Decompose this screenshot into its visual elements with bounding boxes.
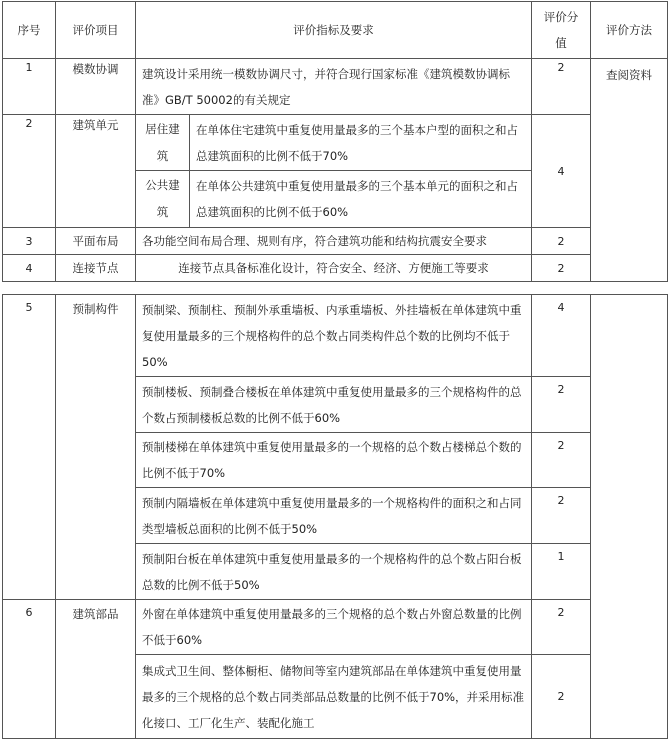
sub-label-public: 公共建筑 — [136, 171, 190, 228]
header-method: 评价方法 — [591, 2, 668, 59]
evaluation-table-upper — [2, 1, 668, 282]
row-criteria: 外窗在单体建筑中重复使用量最多的三个规格的总个数占外窗总数量的比例不低于60% — [136, 600, 532, 655]
row-score: 2 — [532, 377, 591, 433]
row-criteria: 预制阳台板在单体建筑中重复使用量最多的一个规格构件的总个数占阳台板总数的比例不低于50% — [136, 544, 532, 600]
row-item: 预制构件 — [56, 295, 136, 600]
table-row — [3, 59, 668, 115]
row-score: 2 — [532, 600, 591, 655]
table-row — [3, 228, 668, 255]
row-score: 2 — [532, 488, 591, 544]
header-score: 评价分值 — [532, 2, 591, 59]
row-score: 4 — [532, 295, 591, 377]
row-item: 建筑部品 — [56, 600, 136, 739]
row-criteria: 连接节点具备标准化设计，符合安全、经济、方便施工等要求 — [136, 255, 532, 282]
row-item: 建筑单元 — [56, 115, 136, 228]
row-seq: 1 — [3, 59, 56, 115]
table-row — [3, 600, 668, 655]
sub-label-residential: 居住建筑 — [136, 115, 190, 171]
row-criteria: 预制梁、预制柱、预制外承重墙板、内承重墙板、外挂墙板在单体建筑中重复使用量最多的三个规格构件的总个数占同类构件总个数的比例均不低于50% — [136, 295, 532, 377]
row-item: 连接节点 — [56, 255, 136, 282]
evaluation-method: 查阅资料 — [591, 59, 668, 282]
row-score: 2 — [532, 655, 591, 739]
table-row — [3, 295, 668, 377]
row-score: 2 — [532, 228, 591, 255]
row-score: 2 — [532, 255, 591, 282]
header-seq: 序号 — [3, 2, 56, 59]
row-score: 4 — [532, 115, 591, 228]
evaluation-table-lower — [2, 294, 668, 739]
row-seq: 6 — [3, 600, 56, 739]
row-criteria: 预制楼板、预制叠合楼板在单体建筑中重复使用量最多的三个规格构件的总个数占预制楼板总数的比例不低于60% — [136, 377, 532, 433]
row-seq: 3 — [3, 228, 56, 255]
table-row — [3, 115, 668, 171]
row-item: 平面布局 — [56, 228, 136, 255]
header-item: 评价项目 — [56, 2, 136, 59]
row-criteria: 建筑设计采用统一模数协调尺寸，并符合现行国家标准《建筑模数协调标准》GB/T 50002的有关规定 — [136, 59, 532, 115]
row-criteria: 集成式卫生间、整体橱柜、储物间等室内建筑部品在单体建筑中重复使用量最多的三个规格的总个数占同类部品总数量的比例不低于70%，并采用标准化接口、工厂化生产、装配化施工 — [136, 655, 532, 739]
sub-criteria-public: 在单体公共建筑中重复使用量最多的三个基本单元的面积之和占总建筑面积的比例不低于60% — [190, 171, 532, 228]
sub-criteria-residential: 在单体住宅建筑中重复使用量最多的三个基本户型的面积之和占总建筑面积的比例不低于70% — [190, 115, 532, 171]
row-item: 模数协调 — [56, 59, 136, 115]
method-cell-empty — [591, 295, 668, 739]
row-seq: 4 — [3, 255, 56, 282]
row-score: 1 — [532, 544, 591, 600]
row-seq: 2 — [3, 115, 56, 228]
row-criteria: 各功能空间布局合理、规则有序，符合建筑功能和结构抗震安全要求 — [136, 228, 532, 255]
row-criteria: 预制内隔墙板在单体建筑中重复使用量最多的一个规格构件的面积之和占同类型墙板总面积的比例不低于50% — [136, 488, 532, 544]
table-row — [3, 255, 668, 282]
row-score: 2 — [532, 59, 591, 115]
row-score: 2 — [532, 433, 591, 488]
header-criteria: 评价指标及要求 — [136, 2, 532, 59]
row-seq: 5 — [3, 295, 56, 600]
row-criteria: 预制楼梯在单体建筑中重复使用量最多的一个规格的总个数占楼梯总个数的比例不低于70% — [136, 433, 532, 488]
